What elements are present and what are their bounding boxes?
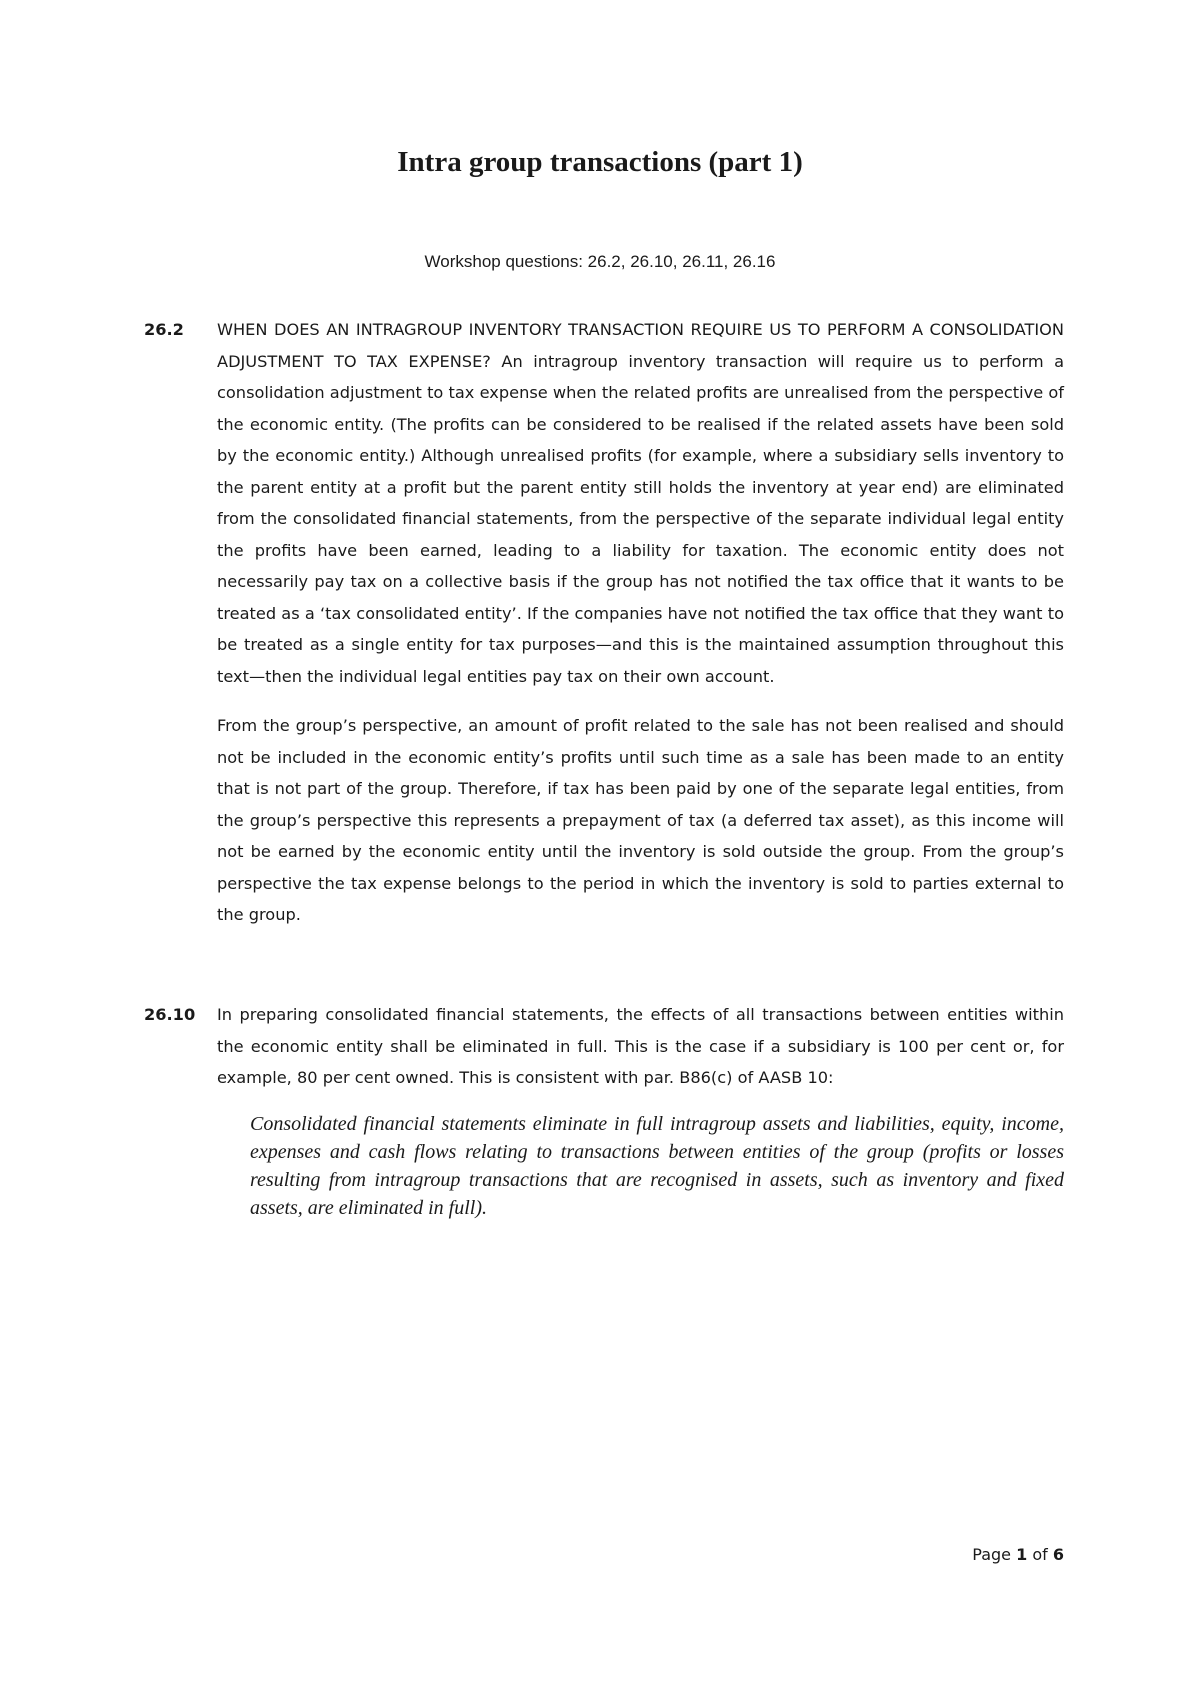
paragraph: In preparing consolidated financial statements, the effects of all transactions between entities within the economic entity shall be eliminated in full. This is the case if a subsidiary is 100 per cent or, for example, 80 per cent owned. This is consistent with par. B86(c) of AASB 10:	[217, 1005, 1064, 1087]
workshop-questions: Workshop questions: 26.2, 26.10, 26.11, 26.16	[424, 252, 776, 271]
paragraph: From the group’s perspective, an amount of profit related to the sale has not been realised and should not be included in the economic entity’s profits until such time as a sale has been made to an entity that is not part of the group. Therefore, if tax has been paid by one of the separate legal entities, from the group’s perspective this represents a prepayment of tax (a deferred tax asset), as this income will not be earned by the economic entity until the inventory is sold outside the group. From the group’s perspective the tax expense belongs to the period in which the inventory is sold to parties external to the group.	[217, 716, 1064, 924]
section-26-2	[144, 314, 1064, 931]
page-number	[972, 1545, 1064, 1564]
aasb-10-quote: Consolidated financial statements eliminate in full intragroup assets and liabilities, equity, income, expenses and cash flows relating to transactions between entities of the group (profits or losses resulting from intragroup transactions that are recognised in assets, such as inventory and fixed assets, are eliminated in full).	[250, 1112, 1064, 1219]
page-total: 6	[1052, 1545, 1064, 1564]
paragraph: WHEN DOES AN INTRAGROUP INVENTORY TRANSACTION REQUIRE US TO PERFORM A CONSOLIDATION ADJUSTMENT TO TAX EXPENSE? An intragroup inventory transaction will require us to perform a consolidation adjustment to tax expense when the related profits are unrealised from the perspective of the economic entity. (The profits can be considered to be realised if the related assets have been sold by the economic entity.) Although unrealised profits (for example, where a subsidiary sells inventory to the parent entity at a profit but the parent entity still holds the inventory at year end) are eliminated from the consolidated financial statements, from the perspective of the separate individual legal entity the profits have been earned, leading to a liability for taxation. The economic entity does not necessarily pay tax on a collective basis if the group has not notified the tax office that it wants to be treated as a ‘tax consolidated entity’. If the companies have not notified the tax office that they want to be treated as a single entity for tax purposes—and this is the maintained assumption throughout this text—then the individual legal entities pay tax on their own account.	[217, 320, 1064, 686]
page-label: Page	[972, 1545, 1012, 1564]
section-body	[217, 314, 1064, 931]
section-number: 26.2	[144, 320, 184, 339]
section-26-10	[144, 999, 1064, 1222]
page-of-label: of	[1032, 1545, 1048, 1564]
section-body	[217, 999, 1064, 1222]
section-number: 26.10	[144, 1005, 196, 1024]
page-current: 1	[1016, 1545, 1028, 1564]
document-title: Intra group transactions (part 1)	[397, 146, 803, 178]
